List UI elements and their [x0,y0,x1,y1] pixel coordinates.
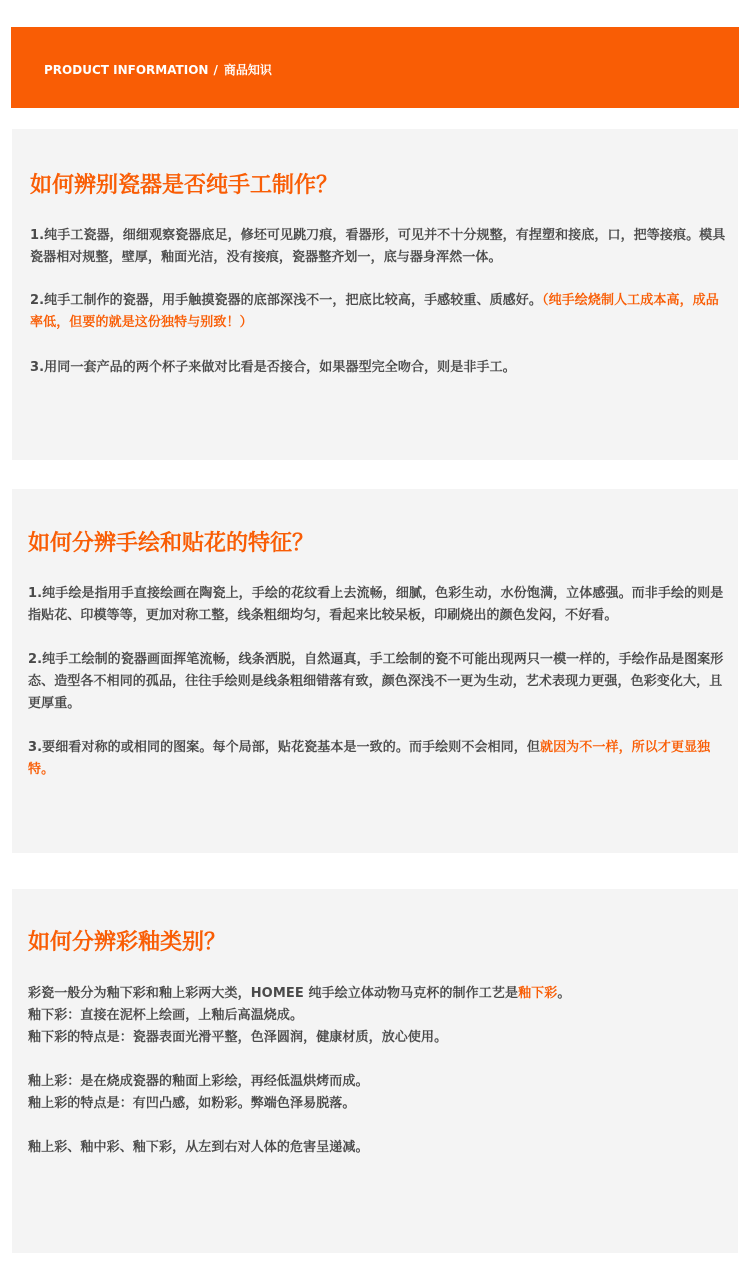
section-paragraph: 釉上彩的特点是：有凹凸感，如粉彩。弊端色泽易脱落。 [28,1096,356,1111]
section-paragraph: 彩瓷一般分为釉下彩和釉上彩两大类，HOMEE 纯手绘立体动物马克杯的制作工艺是釉下彩。 [28,986,571,1001]
section-paragraph: 1.纯手绘是指用手直接绘画在陶瓷上，手绘的花纹看上去流畅，细腻，色彩生动，水份饱满，立体感强。而非手绘的则是指贴花、印模等等，更加对称工整，线条粗细均匀，看起来比较呆板，印刷烧出的颜色发闷，不好看。 [28,586,724,623]
section-paragraph: 1.纯手工瓷器，细细观察瓷器底足，修坯可见跳刀痕，看器形，可见并不十分规整，有捏塑和接底，口，把等接痕。模具瓷器相对规整，壁厚，釉面光洁，没有接痕，瓷器整齐划一，底与器身浑然一体。 [30,228,726,265]
header-separator: / [213,63,218,77]
section-paragraph: 2.纯手工绘制的瓷器画面挥笔流畅，线条洒脱，自然逼真，手工绘制的瓷不可能出现两只一模一样的，手绘作品是图案形态、造型各不相同的孤品，往往手绘则是线条粗细错落有致，颜色深浅不一更为生动，艺术表现力更强，色彩变化大，且更厚重。 [28,652,724,711]
section-title: 如何分辨彩釉类别？ [28,930,227,955]
highlight-text: 就因为不一样，所以才更显独特。 [28,740,711,777]
header-banner [11,27,739,108]
header-title-cn: 商品知识 [223,63,272,77]
section-paragraph: 3.用同一套产品的两个杯子来做对比看是否接合，如果器型完全吻合，则是非手工。 [30,360,516,375]
section-card-glaze [12,889,738,1253]
section-card-handmade [12,129,738,460]
section-title: 如何辨别瓷器是否纯手工制作？ [30,173,339,198]
section-title: 如何分辨手绘和贴花的特征？ [28,531,315,556]
section-card-painting [12,489,738,853]
section-paragraph: 釉下彩的特点是：瓷器表面光滑平整，色泽圆润，健康材质，放心使用。 [28,1030,448,1045]
highlight-text: 釉下彩 [518,986,558,1001]
header-title [44,62,272,78]
section-paragraph: 2.纯手工制作的瓷器，用手触摸瓷器的底部深浅不一，把底比较高，手感较重、质感好。（纯手绘烧制人工成本高，成品率低，但要的就是这份独特与别致！） [30,293,719,330]
highlight-text: （纯手绘烧制人工成本高，成品率低，但要的就是这份独特与别致！） [30,293,719,330]
section-paragraph: 釉上彩、釉中彩、釉下彩，从左到右对人体的危害呈递减。 [28,1140,369,1155]
section-paragraph: 3.要细看对称的或相同的图案。每个局部，贴花瓷基本是一致的。而手绘则不会相同，但就因为不一样，所以才更显独特。 [28,740,711,777]
section-paragraph: 釉上彩：是在烧成瓷器的釉面上彩绘，再经低温烘烤而成。 [28,1074,369,1089]
section-paragraph: 釉下彩：直接在泥杯上绘画，上釉后高温烧成。 [28,1008,304,1023]
header-title-en: PRODUCT INFORMATION [44,63,209,77]
